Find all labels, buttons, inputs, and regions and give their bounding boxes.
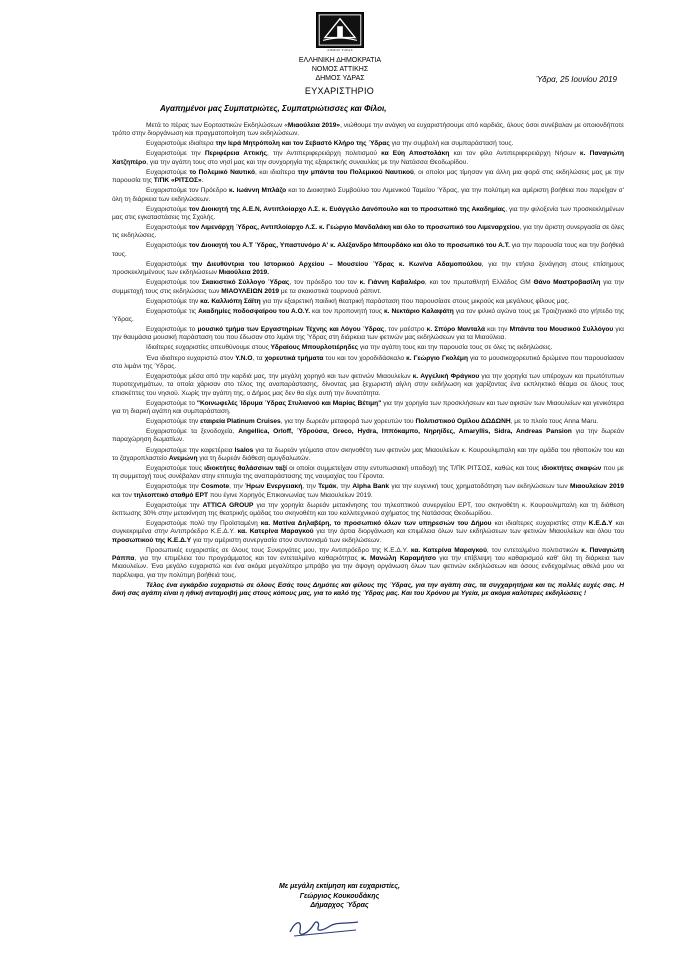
bold-run: την Διευθύντρια του Ιστορικού Αρχείου – Μουσείου Ύδρας κ. Κων/να Αδαμοπούλου [191, 260, 482, 268]
bold-run: κ. Νεκτάριο Καλαφάτη [384, 307, 454, 315]
bold-run: Μπάντα του Μουσικού Συλλόγου [509, 326, 614, 334]
body-paragraph [112, 279, 624, 296]
bold-run: κ. Παναγιώτη Χατζηπέρο [112, 150, 624, 166]
text-run: , την Αντιπεριφερειάρχη πολιτισμού [266, 150, 382, 158]
bold-run: τον Διοικητή της Α.Ε.Ν, Αντιπλοίαρχο Λ.Σ. κ. Ευάγγελο Δανόπουλο και το προσωπικό της Ακαδημίας [188, 205, 506, 213]
bold-run: ιδιοκτήτες σκαφών [541, 464, 602, 472]
text-run: , την [229, 483, 246, 491]
municipality-name: ΔΗΜΟΣ ΥΔΡΑΣ [315, 75, 365, 82]
text-run: Ευχαριστούμε [146, 168, 190, 176]
body-paragraph [112, 400, 624, 417]
bold-run: τον Διοικητή του Α.Τ Ύδρας, Υπαστυνόμο Α' κ. Αλέξανδρο Μπουρδάκο και όλο το προσωπικό του Α.Τ. [188, 242, 510, 250]
bold-run: κ. Γιάννη Καβαλιέρο [359, 279, 425, 287]
text-run: για την παρουσία τους και την βοήθειά τους. [112, 242, 624, 258]
body-paragraph [112, 326, 624, 343]
body-paragraph [112, 187, 624, 204]
bold-run: την Ιερά Μητρόπολη και τον Σεβαστό Κλήρο της Ύδρας [215, 140, 390, 148]
bold-run: Θάνο Μαστροβασίλη [533, 279, 601, 287]
letter-date: Ύδρα, 25 Ιουνίου 2019 [535, 75, 617, 84]
bold-run: προσωπικού της Κ.Ε.Δ.Υ [112, 536, 192, 544]
body-paragraph [112, 298, 624, 306]
bold-run: ιδιοκτήτες θαλάσσιων ταξί [204, 464, 288, 472]
country-name: ΕΛΛΗΝΙΚΗ ΔΗΜΟΚΡΑΤΙΑ [298, 57, 382, 64]
text-run: , και ιδιαίτερα [254, 168, 298, 176]
text-run: για την θαυμάσια μουσική παράσταση του που έδωσαν στο λιμάνι της Ύδρας στη διάρκεια των φετινών μας εκδηλώσεων για τα Μιαούλεια. [112, 326, 624, 342]
text-run: Προσωπικές ευχαριστίες σε όλους τους Συνεργάτες μου, την Αντιπρόεδρο της Κ.Ε.Δ.Υ. [146, 546, 411, 554]
signoff-line: Με μεγάλη εκτίμηση και ευχαριστίες, [279, 883, 400, 890]
text-run: , νιώθουμε την ανάγκη να ευχαριστήσουμε από καρδιάς, όλους όσοι συνέβαλαν με οποιονδήποτε τρόπο στην διοργάνωση και πραγματοποίηση των εκδηλώσεων. [112, 122, 624, 138]
text-run: που με τη συμμετοχή τους συνέβαλαν στην επιτυχία της αναπαράστασης της ναυμαχίας του Γέροντα. [112, 464, 624, 481]
text-run: του και τον χοροδιδάσκαλο [323, 354, 407, 362]
closing-line: Τέλος ένα εγκάρδιο ευχαριστώ σε όλους Εσάς τους Δημότες και φίλους της Ύδρας, για την αγάπη σας, τα συγχαρητήρια και τις πολλές ευχές σας. [146, 581, 620, 589]
text-run: και το Διοικητικό Συμβούλιο του Λιμενικού Ταμείου Ύδρας, για την πολύτιμη και αμέριστη βοήθεια που παρείχαν σ' όλη τη διάρκεια των εκδηλώσεων. [112, 187, 624, 203]
bold-run: ATTICA GROUP [202, 501, 254, 509]
text-run: Ευχαριστούμε τις [146, 307, 199, 315]
bold-run: Σκακιστικό Σύλλογο Ύδρας [201, 279, 290, 287]
bold-run: χορευτικά τμήματα [264, 354, 324, 362]
text-run: για την χορηγία δωρεάν μετακίνησης του τηλεοπτικού συνεργείου ΕΡΤ, του σκηνοθέτη κ. Κουρουλιμπαλη και τη διάθεση έκπτωσης 30% στην μετακίνηση της θεατρικής ομάδας του σκηνοθέτη και του καλλιτεχνικού σχήματος της Νατάσσας Θεοδωρίδου. [112, 501, 624, 517]
bold-run: κα. Κατερίνα Μαραγκού [237, 528, 314, 536]
text-run: και συγκεκριμένα στην Αντιπρόεδρο Κ.Ε.Δ.Υ. [112, 520, 624, 536]
text-run: για την ευγενική τους χρηματοδότηση των εκδηλώσεων των [389, 483, 570, 491]
body-paragraph [112, 547, 624, 580]
bold-run: Alpha Bank [352, 483, 390, 491]
text-run: και τον φίλο Αντιπεριφερειάρχη Νήσων [449, 150, 580, 158]
bold-run: Τεμάκ [318, 483, 337, 491]
text-run: και ιδιαίτερες ευχαριστίες στην [491, 520, 589, 528]
text-run: οι οποίοι συμμετείχαν στην εντυπωσιακή υποδοχή της Τ/ΠΚ ΡΙΤΣΟΣ, καθώς και τους [287, 464, 542, 472]
bold-run: Κ.Ε.Δ.Υ [588, 520, 613, 528]
text-run: Ευχαριστούμε τα ξενοδοχεία, [146, 428, 239, 436]
body-paragraph [112, 224, 624, 241]
text-run: για τον φιλικό αγώνα τους με Τροιζηνιακό στο γήπεδο της Ύδρας. [112, 307, 624, 323]
text-run: Ευχαριστούμε το [146, 326, 198, 334]
body-paragraph [112, 140, 624, 148]
text-run: για την δωρεάν παραχώρηση δωματίων. [112, 428, 624, 444]
text-run: Ευχαριστούμε την [146, 297, 201, 305]
text-run: , για την φιλοξενία των προσκεκλημένων μας στις εγκαταστάσεις της Σχολής. [112, 205, 624, 221]
bold-run: κ. Μανώλη Καραμήτσο [361, 555, 436, 563]
text-run: για την αμέριστη συνεργασία στον συντονισμό των εκδηλώσεων. [191, 536, 382, 544]
body-paragraph [112, 242, 624, 259]
emblem-caption: ΔΗΜΟΣ ΥΔΡΑΣ [327, 48, 353, 52]
signer-role: Δήμαρχος Ύδρας [310, 902, 369, 909]
text-run: Ευχαριστούμε μέσα από την καρδιά μας, την μεγάλη χορηγό και των φετινών Μιαουλείων [146, 372, 413, 380]
body-paragraph [112, 206, 624, 223]
bold-run: κ. Γεώργιο Γκολέμη [406, 354, 468, 362]
text-run: , για την ετήσια ξενάγηση στους επίσημους προσκεκλημένους των εκδηλώσεων [112, 260, 624, 277]
text-run: , για την άριστη συνεργασία σε όλες τις εκδηλώσεις. [112, 224, 624, 240]
text-run: που έγινε Χορηγός Επικοινωνίας των Μιαουλείων 2019. [208, 491, 373, 499]
signoff-block [0, 882, 679, 911]
bold-run: το Πολεμικό Ναυτικό [189, 168, 255, 176]
text-run: και την [485, 326, 510, 334]
body-paragraph [112, 308, 624, 325]
text-run: , με το πλοίο τους Anna Maru. [510, 418, 599, 426]
body-paragraph [112, 418, 624, 426]
bold-run: τηλεοπτικό σταθμό ΕΡΤ [133, 491, 208, 499]
text-run: για την συμβολή και συμπαράστασή τους. [389, 140, 514, 148]
text-run: Ευχαριστούμε την [146, 418, 201, 426]
text-run: Ευχαριστούμε [146, 205, 189, 213]
body-paragraph [112, 483, 624, 500]
body-paragraph [112, 344, 624, 352]
bold-run: Τ/ΠΚ «ΡΙΤΣΟΣ» [153, 177, 202, 185]
text-run: για την αγάπη τους και την παρουσία τους σε όλες τις εκδηλώσεις. [358, 344, 553, 352]
text-run: Ευχαριστούμε τους [146, 464, 205, 472]
bold-run: Ανεμώνη [168, 454, 198, 462]
salutation: Αγαπημένοι μας Συμπατριώτες, Συμπατριώτισσες και Φίλοι, [160, 104, 387, 113]
bold-run: κα. Κατερίνα Μαραγκού [410, 546, 487, 554]
bold-run: μουσικό τμήμα των Εργαστηρίων Τέχνης και Λόγου Ύδρας [197, 326, 385, 334]
signer-name: Γεώργιος Κουκουδάκης [299, 892, 380, 900]
text-run: Ευχαριστούμε [146, 260, 192, 268]
body-paragraph [112, 428, 624, 445]
text-run: . [201, 177, 204, 185]
bold-run: Angellica, Orloff, Ύδρούσα, Greco, Hydra, Ιππόκαμπο, Νηρηίδες, Amaryllis, Sidra, Andreas Pansion [238, 428, 572, 436]
text-run: και τον προπονητή τους [310, 307, 384, 315]
prefecture-name: ΝΟΜΟΣ ΑΤΤΙΚΗΣ [311, 66, 369, 73]
body-paragraph [112, 465, 624, 482]
body-paragraph [112, 169, 624, 186]
bold-run: Μιαούλεια 2019» [287, 122, 341, 129]
text-run: Ευχαριστούμε την [146, 501, 203, 509]
body-paragraph [112, 447, 624, 464]
text-run: , και τον πρωταθλητή Ελλάδος GM [424, 279, 534, 287]
bold-run: την μπάντα του Πολεμικού Ναυτικού [297, 168, 414, 176]
body-paragraph [112, 122, 624, 139]
text-run: για την χορηγία των προσκλήσεων και των αφισών των Μιαουλείων και γενικότερα για τη διαρκή αγάπη και συμπαράσταση. [112, 399, 624, 415]
text-run: Μετά το πέρας των Εορταστικών Εκδηλώσεων « [146, 122, 288, 129]
text-run: , τα [252, 354, 265, 362]
bold-run: κ. Σπύρο Μανταλά [426, 326, 486, 334]
text-run: , τον εντεταλμένο πολιτιστικών [486, 546, 582, 554]
text-run: για την συμμετοχή τους στις εκδηλώσεις των [112, 279, 624, 295]
body-paragraph [112, 261, 624, 278]
text-run: Ευχαριστούμε [146, 242, 189, 250]
bold-run: κα. Καλλιόπη Σάϊτη [200, 297, 261, 305]
text-run: Ευχαριστούμε την καφετέρεια [146, 446, 235, 454]
text-run: για τα δωρεάν γεύματα στον σκηνοθέτη των φετινών μας Μιαουλείων κ. Κουρουλιμπαλη και την ομάδα του ηθοποιών του και το ζαχαροπλαστείο [112, 446, 624, 462]
text-run: για τη δωρεάν διάθεση αμυγδαλωτών. [197, 454, 311, 462]
text-run: για την επίβλεψη του καθαρισμού καθ' όλη τη διάρκεια των Μιαουλείων. Ένα μεγάλο ευχαριστώ και ένα ακόμα μεγαλύτερο μπράβο για την άψογη οργάνωση όλων των φετινών εκδηλώσεων και όσους ενδεχομένως αθελά μου να παρέλειψα, για την πολύτιμη βοήθειά τους. [112, 555, 624, 579]
bold-run: Περιφέρεια Αττικής [204, 150, 267, 158]
bold-run: Isalos [234, 446, 254, 454]
text-run: Ιδιαίτερες ευχαριστίες απευθύνουμε στους [146, 344, 271, 352]
bold-run: τον Λιμενάρχη Ύδρας, Αντιπλοίαρχο Λ.Σ. κ. Γεώργιο Μανδαλάκη και όλο το προσωπικό του Λιμεναρχείου [188, 224, 520, 232]
text-run: Ευχαριστούμε τον [146, 279, 202, 287]
body-paragraph [112, 502, 624, 519]
text-run: για την εξαιρετική παιδική θεατρική παράσταση που παρουσίασε στους μικρούς και μεγάλους φίλους μας. [260, 297, 570, 305]
text-run: , για την επιμέλεια του προγράμματος και τον εντεταλμένο καθαριότητας [134, 555, 362, 563]
body-paragraph [112, 373, 624, 398]
letterhead [245, 56, 435, 83]
text-run: Ευχαριστούμε την [146, 150, 205, 158]
bold-run: κ. Αγγελική Φράγκου [412, 372, 480, 380]
bold-run: Ήρων Ενεργειακή [245, 483, 303, 491]
text-run: Ευχαριστούμε πολύ την Προϊσταμένη [146, 520, 261, 528]
bold-run: Υ.Ν.Ο [235, 354, 253, 362]
closing-paragraph [112, 582, 624, 599]
closing-line: Και του Χρόνου με Υγεία, με ακόμα καλύτερες εκδηλώσεις ! [401, 590, 587, 598]
bold-run: "Κοινωφελές Ίδρυμα Ύδρας Στυλιανού και Μαρίας Βέτιμη" [196, 399, 382, 407]
bold-run: κα Εύη Αποστολάκη [381, 150, 450, 158]
body-paragraph [112, 355, 624, 372]
letter-body [112, 122, 624, 882]
bold-run: κα. Ματίνα Δηλαβέρη, το προσωπικό όλων των υπηρεσιών του Δήμου [260, 520, 492, 528]
body-paragraph [112, 150, 624, 167]
text-run: Ευχαριστούμε το [146, 399, 197, 407]
text-run: για την χορηγία των υπέροχων και πρωτότυπων πυροτεχνημάτων, τα οποία χάρισαν στο τέλος της αναπαράστασης, δίνοντας μια ξεχωριστή αίγλη στην εκδήλωση και χαρίζοντας ένα εκπληκτικό θέαμα σε όλους τους επισκέπτες του νησιού. Χωρίς την αγάπη της, ο Δήμος μας δεν θα είχε αυτή την δυνατότητα. [112, 372, 624, 397]
bold-run: εταιρεία Platinum Cruises [200, 418, 281, 426]
body-paragraph [112, 520, 624, 545]
bold-run: Μιαουλείων 2019 [569, 483, 624, 491]
text-run: , οι οποίοι μας τίμησαν για άλλη μια φορά στις εκδηλώσεις μας με την παρουσία της [112, 168, 624, 185]
bold-run: Υδραίους Μπουρλοτιέρηδες [270, 344, 359, 352]
text-run: Ευχαριστούμε την [146, 483, 201, 491]
text-run: Ένα ιδιαίτερο ευχαριστώ στον [146, 354, 236, 362]
text-run: Ευχαριστούμε ιδιαίτερα [146, 140, 216, 148]
bold-run: κ. Ιωάννη Μπλάζο [228, 187, 287, 195]
text-run: , τον μαέστρο [384, 326, 427, 334]
text-run: και τον [112, 491, 134, 499]
document-title: ΕΥΧΑΡΙΣΤΗΡΙΟ [304, 86, 375, 96]
text-run: για το μουσικοχορευτικό δρώμενο που παρουσίασαν στο λιμάνι της Ύδρας. [112, 354, 624, 370]
text-run: , την [336, 483, 353, 491]
text-run: με τα σκακιστικά τουρνουά ράπιντ. [279, 287, 382, 295]
text-run: Ευχαριστούμε τον Πρόεδρο [146, 187, 229, 195]
closing-line: Η δική σας αγάπη είναι η ηθική ανταμοιβή μας στους κόπους μας, για το καλό της Ύδρας μας. [112, 581, 624, 598]
text-run: Ευχαριστούμε [146, 224, 189, 232]
text-run: , για την δωρεάν μεταφορά των χορευτών του [280, 418, 416, 426]
bold-run: Cosmote [200, 483, 230, 491]
bold-run: ΜΙΑΟΥΛΕΙΩΝ 2019 [221, 287, 280, 295]
bold-run: κ. Παναγιώτη Ράππα [112, 546, 624, 563]
bold-run: Μιαούλεια 2019. [218, 269, 270, 277]
handwritten-signature [284, 910, 364, 944]
text-run: για την άρτια διοργάνωση και επιμέλεια όλων των εκδηλώσεων των φετινών Μιαουλείων και όλου του [313, 528, 624, 536]
text-run: , την [302, 483, 319, 491]
text-run: , για την αγάπη τους στο νησί μας και την συνχορηγία της εξαιρετικής συναυλίας με την Νατάσσα Θεοδωρίδου. [146, 158, 469, 166]
text-run: , τον πρόεδρο του τον [289, 279, 360, 287]
bold-run: Πολιτιστικού Ομίλου ΔΩΔΩΝΗ [415, 418, 511, 426]
municipality-emblem-icon [316, 12, 364, 48]
bold-run: Ακαδημίες ποδοσφαίρου του Α.Ο.Υ. [198, 307, 311, 315]
